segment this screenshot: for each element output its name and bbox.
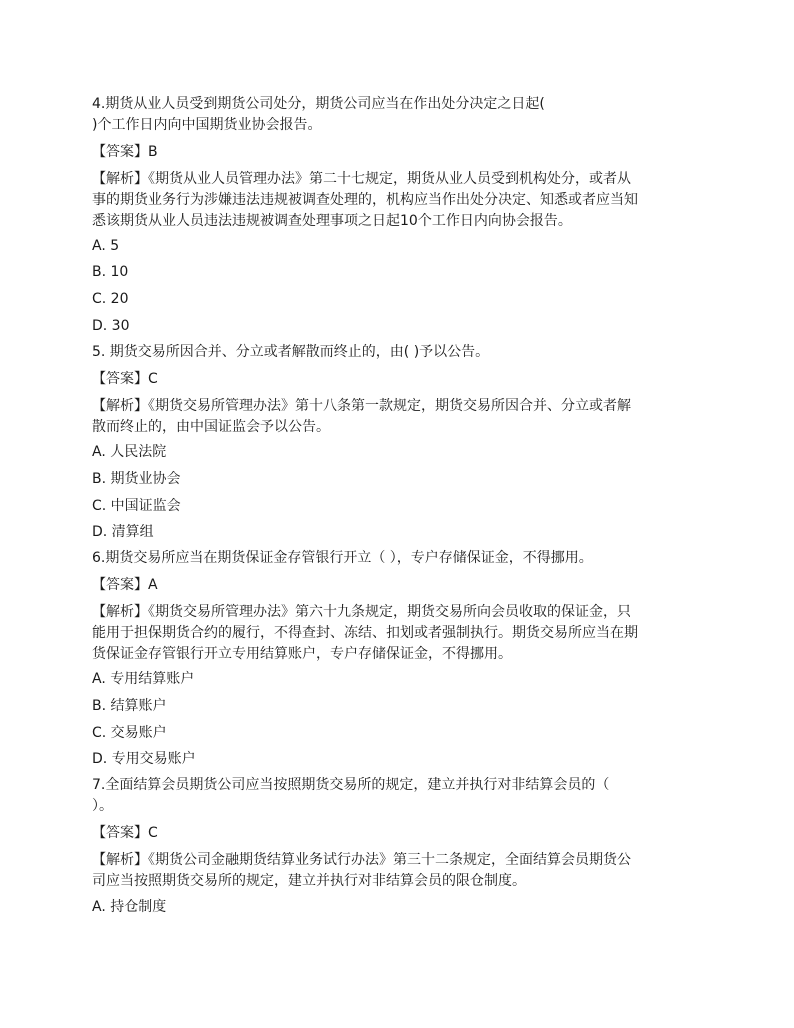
question-7-explanation-line-2: 司应当按照期货交易所的规定，建立并执行对非结算会员的限仓制度。: [92, 873, 526, 889]
question-7-stem-line-2: ）。: [92, 798, 113, 814]
question-6-option-d: D. 专用交易账户: [92, 751, 196, 767]
question-6-option-a: A. 专用结算账户: [92, 671, 195, 687]
question-6-explanation-line-2: 能用于担保期货合约的履行，不得查封、冻结、扣划或者强制执行。期货交易所应当在期: [92, 625, 638, 641]
question-4-explanation-line-1: 【解析】《期货从业人员管理办法》第二十七规定，期货从业人员受到机构处分，或者从: [92, 171, 631, 187]
question-5-option-d: D. 清算组: [92, 524, 154, 540]
question-4-stem-line-1: 4.期货从业人员受到期货公司处分，期货公司应当在作出处分决定之日起(: [92, 96, 545, 112]
question-4-option-d: D. 30: [92, 318, 130, 334]
question-4-stem-line-2: )个工作日内向中国期货业协会报告。: [92, 117, 322, 133]
question-5-stem: 5. 期货交易所因合并、分立或者解散而终止的，由( )予以公告。: [92, 344, 490, 360]
question-6-option-c: C. 交易账户: [92, 725, 167, 741]
question-5-option-c: C. 中国证监会: [92, 498, 181, 514]
question-6-explanation-line-3: 货保证金存管银行开立专用结算账户，专户存储保证金，不得挪用。: [92, 646, 512, 662]
question-4-option-a: A. 5: [92, 238, 120, 254]
question-6-answer: 【答案】A: [92, 577, 158, 593]
question-7-option-a: A. 持仓制度: [92, 899, 167, 915]
question-5-answer: 【答案】C: [92, 371, 158, 387]
question-6-option-b: B. 结算账户: [92, 698, 167, 714]
question-7-stem-line-1: 7.全面结算会员期货公司应当按照期货交易所的规定，建立并执行对非结算会员的（: [92, 777, 610, 793]
question-6-explanation-line-1: 【解析】《期货交易所管理办法》第六十九条规定，期货交易所向会员收取的保证金，只: [92, 604, 631, 620]
question-4-explanation-line-2: 事的期货业务行为涉嫌违法违规被调查处理的，机构应当作出处分决定、知悉或者应当知: [92, 192, 638, 208]
question-5-explanation-line-1: 【解析】《期货交易所管理办法》第十八条第一款规定，期货交易所因合并、分立或者解: [92, 398, 631, 414]
question-5-option-a: A. 人民法院: [92, 444, 167, 460]
question-7-explanation-line-1: 【解析】《期货公司金融期货结算业务试行办法》第三十二条规定，全面结算会员期货公: [92, 852, 631, 868]
question-6-stem: 6.期货交易所应当在期货保证金存管银行开立（ ），专户存储保证金，不得挪用。: [92, 550, 593, 566]
question-4-option-b: B. 10: [92, 264, 129, 280]
question-7-answer: 【答案】C: [92, 825, 158, 841]
question-5-option-b: B. 期货业协会: [92, 471, 181, 487]
question-4-answer: 【答案】B: [92, 144, 158, 160]
question-4-option-c: C. 20: [92, 291, 129, 307]
question-5-explanation-line-2: 散而终止的，由中国证监会予以公告。: [92, 419, 330, 435]
question-4-explanation-line-3: 悉该期货从业人员违法违规被调查处理事项之日起10个工作日内向协会报告。: [92, 213, 572, 229]
